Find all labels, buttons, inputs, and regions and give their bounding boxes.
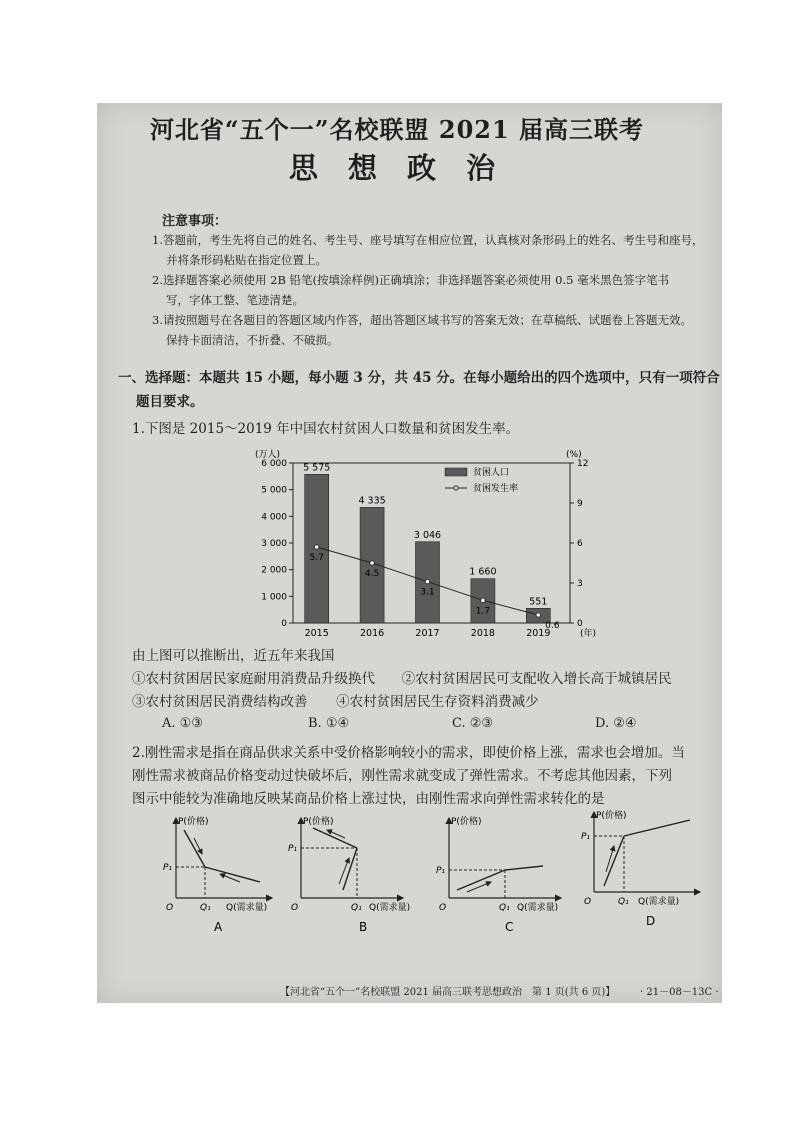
q1-statement-2: ②农村贫困居民可支配收入增长高于城镇居民 bbox=[401, 671, 672, 687]
q1-option-c[interactable]: C. ②③ bbox=[452, 716, 494, 731]
rate-value-label: 5.7 bbox=[309, 553, 324, 563]
rate-point-2015 bbox=[315, 545, 319, 549]
q2-graph-c-xlabel: Q(需求量) bbox=[517, 903, 559, 913]
q2-graph-d-origin: O bbox=[584, 897, 592, 907]
rate-value-label: 0.6 bbox=[545, 621, 560, 631]
q1-stem: 1.下图是 2015～2019 年中国农村贫困人口数量和贫困发生率。 bbox=[132, 421, 520, 437]
q1-statements-row-2 bbox=[132, 691, 720, 714]
bar-value-label: 1 660 bbox=[469, 566, 497, 578]
q2-graph-c-origin: O bbox=[439, 903, 447, 913]
y-right-tick-label: 12 bbox=[577, 459, 589, 469]
q2-line-3: 图示中能较为准确地反映某商品价格上涨过快，由刚性需求向弹性需求转化的是 bbox=[132, 791, 605, 807]
q2-graph-d-q1: Q₁ bbox=[618, 897, 629, 907]
q2-graph-d-p1: P₁ bbox=[581, 832, 591, 842]
notice-item-3-line-2: 保持卡面清洁，不折叠、不破损。 bbox=[166, 333, 339, 347]
q2-graph-a-q1: Q₁ bbox=[200, 903, 211, 913]
x-axis-label: (年) bbox=[580, 629, 597, 639]
q2-graph-d[interactable] bbox=[578, 806, 708, 931]
rate-point-2019 bbox=[536, 613, 540, 617]
page-footer: 【河北省“五个一”名校联盟 2021 届高三联考思想政治 第 1 页(共 6 页)】 bbox=[280, 987, 616, 998]
q2-graph-b-p1: P₁ bbox=[288, 844, 298, 854]
y-right-tick-label: 0 bbox=[577, 619, 583, 629]
rate-value-label: 1.7 bbox=[475, 606, 491, 617]
q2-stem bbox=[132, 742, 720, 811]
notice-item-1-line-1: 1.答题前，考生先将自己的姓名、考生号、座号填写在相应位置，认真核对条形码上的姓名、考生号和座号， bbox=[152, 233, 704, 247]
rate-value-label: 4.5 bbox=[364, 569, 380, 579]
x-tick-label: 2018 bbox=[470, 628, 495, 639]
q2-line-2: 刚性需求被商品价格变动过快破坏后，刚性需求就变成了弹性需求。不考虑其他因素，下列 bbox=[132, 768, 672, 784]
y-right-tick-label: 6 bbox=[577, 539, 583, 549]
y-left-tick-label: 5 000 bbox=[261, 485, 287, 496]
q1-statement-1: ①农村贫困居民家庭耐用消费品升级换代 bbox=[132, 671, 375, 687]
y-right-tick-label: 3 bbox=[577, 579, 583, 589]
y-left-tick-label: 4 000 bbox=[261, 512, 287, 523]
q2-graph-b[interactable] bbox=[285, 812, 410, 937]
section-heading-line-1: 一、选择题：本题共 15 小题，每小题 3 分，共 45 分。在每小题给出的四个选项中，只有一项符合 bbox=[118, 370, 720, 386]
y-left-axis-label: (万人) bbox=[255, 450, 281, 460]
q1-option-d[interactable]: D. ②④ bbox=[595, 716, 637, 731]
q2-graph-c-label: C bbox=[505, 920, 514, 934]
section-heading bbox=[118, 366, 718, 414]
q2-graph-a[interactable] bbox=[160, 812, 280, 937]
notice-heading: 注意事项： bbox=[162, 214, 228, 229]
q2-graph-c-q1: Q₁ bbox=[499, 903, 510, 913]
q2-graph-a-origin: O bbox=[166, 903, 174, 913]
legend-bar-swatch bbox=[445, 468, 467, 476]
exam-title: 河北省“五个一”名校联盟 2021 届高三联考 bbox=[149, 115, 645, 144]
notice-item-3-line-1: 3.请按照题号在各题目的答题区域内作答，超出答题区域书写的答案无效；在草稿纸、试题卷上答题无效。 bbox=[152, 313, 692, 327]
y-left-tick-label: 6 000 bbox=[261, 459, 287, 469]
subject-title: 思 想 政 治 bbox=[288, 151, 506, 185]
q1-body bbox=[132, 645, 720, 714]
notice-list bbox=[152, 230, 717, 350]
q1-statements-row-1 bbox=[132, 668, 720, 691]
notice-item-2-line-1: 2.选择题答案必须使用 2B 铅笔(按填涂样例)正确填涂；非选择题答案必须使用 0.5 毫米黑色签字笔书 bbox=[152, 273, 670, 287]
q2-line-1: 2.刚性需求是指在商品供求关系中受价格影响较小的需求，即使价格上涨，需求也会增加。当 bbox=[132, 745, 685, 761]
q2-graph-b-label: B bbox=[359, 920, 368, 934]
y-left-tick-label: 0 bbox=[281, 619, 287, 629]
notice-item-2-line-2: 写，字体工整、笔迹清楚。 bbox=[166, 293, 304, 307]
q1-option-b[interactable]: B. ①④ bbox=[308, 716, 350, 731]
q2-graph-a-ylabel: P(价格) bbox=[178, 817, 209, 827]
rate-point-2017 bbox=[425, 579, 429, 583]
q2-graph-d-ylabel: P(价格) bbox=[596, 811, 627, 821]
bar-value-label: 551 bbox=[529, 596, 548, 608]
x-tick-label: 2017 bbox=[415, 628, 440, 639]
q2-graph-a-xlabel: Q(需求量) bbox=[226, 903, 268, 913]
q2-graph-a-p1: P₁ bbox=[163, 863, 173, 873]
y-left-tick-label: 1 000 bbox=[261, 592, 287, 603]
q1-statement-4: ④农村贫困居民生存资料消费减少 bbox=[336, 694, 539, 710]
y-left-tick-label: 3 000 bbox=[261, 539, 287, 549]
q2-graph-d-label: D bbox=[646, 914, 656, 928]
y-left-tick-label: 2 000 bbox=[261, 565, 287, 576]
notice-item-1-line-2: 并将条形码粘贴在指定位置上。 bbox=[166, 253, 327, 267]
q2-graph-b-origin: O bbox=[291, 903, 299, 913]
bar-value-label: 4 335 bbox=[358, 495, 386, 507]
y-right-tick-label: 9 bbox=[577, 499, 583, 509]
x-tick-label: 2016 bbox=[360, 628, 385, 639]
rate-point-2018 bbox=[481, 598, 485, 602]
q2-graph-b-q1: Q₁ bbox=[351, 903, 362, 913]
paper-code: · 21－08－13C · bbox=[640, 987, 719, 998]
q2-graph-b-xlabel: Q(需求量) bbox=[369, 903, 410, 913]
q2-graph-b-ylabel: P(价格) bbox=[303, 817, 334, 827]
section-heading-line-2: 题目要求。 bbox=[136, 394, 204, 410]
legend-line-marker bbox=[454, 486, 458, 490]
bar-value-label: 5 575 bbox=[303, 462, 331, 474]
q2-graph-d-xlabel: Q(需求量) bbox=[638, 897, 680, 907]
rate-point-2016 bbox=[370, 561, 374, 565]
x-tick-label: 2015 bbox=[304, 628, 329, 639]
q2-graph-c-ylabel: P(价格) bbox=[451, 817, 482, 827]
poverty-chart bbox=[245, 443, 625, 643]
q2-graph-c-p1: P₁ bbox=[436, 866, 446, 876]
q1-lead: 由上图可以推断出，近五年来我国 bbox=[132, 648, 335, 664]
q1-option-a[interactable]: A. ①③ bbox=[162, 716, 203, 731]
rate-value-label: 3.1 bbox=[420, 587, 435, 598]
legend-bar-label: 贫困人口 bbox=[473, 468, 510, 478]
legend-line-label: 贫困发生率 bbox=[473, 484, 519, 494]
q1-statement-3: ③农村贫困居民消费结构改善 bbox=[132, 694, 308, 710]
q2-graph-c[interactable] bbox=[433, 812, 568, 937]
bar-value-label: 3 046 bbox=[413, 529, 442, 541]
y-right-axis-label: (%) bbox=[566, 450, 582, 460]
q2-graph-a-label: A bbox=[214, 920, 223, 934]
x-tick-label: 2019 bbox=[526, 628, 551, 639]
